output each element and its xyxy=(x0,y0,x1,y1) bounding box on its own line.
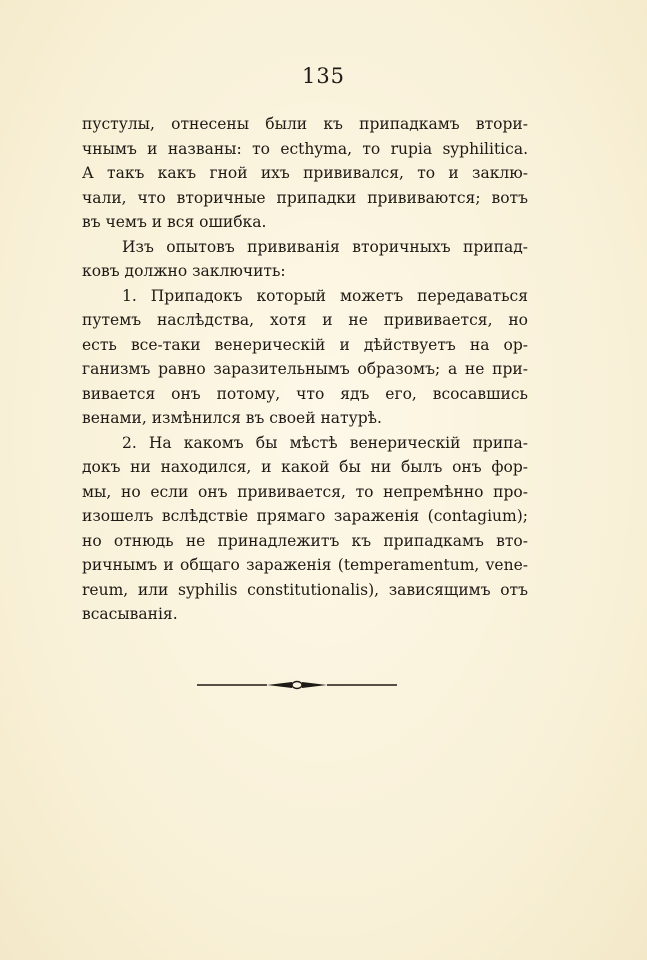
text-line: всасыванія. xyxy=(82,605,178,623)
text-line: reum, или syphilis constitutionalis), зависящимъ отъ xyxy=(82,580,528,599)
text-line: 1. Припадокъ который можетъ передаваться xyxy=(122,286,528,305)
text-line: венами, измѣнился въ своей натурѣ. xyxy=(82,409,382,427)
text-line: А такъ какъ гной ихъ прививался, то и заклю- xyxy=(82,164,528,182)
text-line: 2. На какомъ бы мѣстѣ венерическій припа- xyxy=(122,433,528,452)
text-line: есть все-таки венерическій и дѣйствуетъ на ор- xyxy=(82,335,528,354)
text-line: изошелъ вслѣдствіе прямаго зараженія (contagium); xyxy=(82,507,528,525)
ornamental-divider xyxy=(197,678,397,692)
body-text xyxy=(82,112,528,627)
text-line: чнымъ и названы: то ecthyma, то rupia syphilitica. xyxy=(82,139,528,158)
text-line: мы, но если онъ прививается, то непремѣнно про- xyxy=(82,482,528,501)
text-line: путемъ наслѣдства, хотя и не прививается, но xyxy=(82,311,528,329)
text-line: докъ ни находился, и какой бы ни былъ онъ фор- xyxy=(82,458,528,476)
text-line: ганизмъ равно заразительнымъ образомъ; а не при- xyxy=(82,360,528,378)
text-line: въ чемъ и вся ошибка. xyxy=(82,213,267,231)
page-number: 135 xyxy=(301,64,346,88)
text-line: вивается онъ потому, что ядъ его, всосавшись xyxy=(82,384,528,403)
text-line: ричнымъ и общаго зараженія (temperamentum, vene- xyxy=(82,556,528,574)
text-line: ковъ должно заключить: xyxy=(82,262,286,280)
text-line: пустулы, отнесены были къ припадкамъ втори- xyxy=(82,115,528,133)
text-line: чали, что вторичные припадки прививаются; вотъ xyxy=(82,188,528,207)
text-line: но отнюдь не принадлежитъ къ припадкамъ вто- xyxy=(82,531,528,550)
text-line: Изъ опытовъ прививанія вторичныхъ припад- xyxy=(122,237,528,256)
